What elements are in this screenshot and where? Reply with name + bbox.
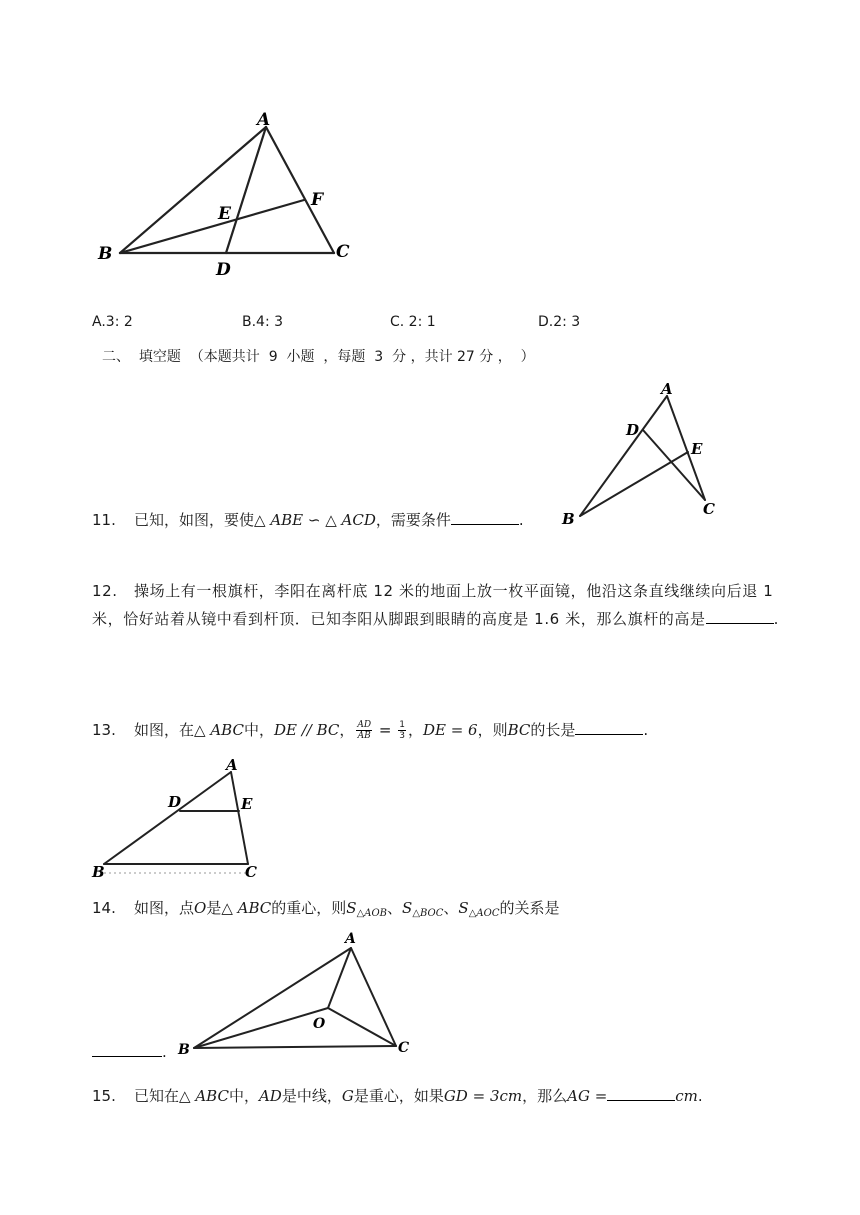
q15-ad: AD — [258, 1087, 282, 1105]
question-14 — [92, 894, 559, 928]
q13-triangle: △ ABC — [194, 721, 244, 739]
q12-answer-blank[interactable] — [706, 609, 774, 624]
q14-label-b: B — [178, 1042, 190, 1058]
q11-text-2: ，需要条件 — [375, 511, 451, 529]
q12-number: 12. — [92, 582, 118, 600]
q15-text-5: ，那么 — [522, 1087, 568, 1105]
q14-text-1: 如图，点 — [134, 899, 195, 917]
q13-text-4: 的长是 — [530, 721, 576, 739]
q15-triangle: △ ABC — [179, 1087, 229, 1105]
q13-comma: ， — [339, 721, 355, 739]
q15-text-4: 是重心，如果 — [353, 1087, 444, 1105]
option-c: C. 2: 1 — [390, 314, 436, 330]
q13-frac2-denominator: 3 — [399, 731, 405, 741]
q11-text: 已知，如图，要使 — [134, 511, 255, 529]
q11-period: . — [518, 511, 524, 529]
figure-q13-triangle — [88, 756, 268, 882]
q11-triangle-abe: △ ABE — [254, 511, 304, 529]
vertex-b-label: B — [98, 244, 113, 264]
question-13 — [92, 716, 648, 744]
q13-bc: BC — [507, 721, 531, 739]
q14-text-3: 的重心，则 — [271, 899, 347, 917]
q14-area-s1-sub: △AOB — [356, 908, 388, 919]
figure-q11-triangle — [558, 378, 728, 528]
option-d: D.2: 3 — [538, 314, 581, 330]
q14-area-s3: S — [458, 899, 469, 917]
q14-sep-1: 、 — [387, 899, 403, 917]
q13-text-1: 如图，在 — [134, 721, 195, 739]
q14-area-s2-sub: △BOC — [412, 908, 444, 919]
q11-label-e: E — [691, 440, 703, 458]
q13-fraction-one-third — [398, 720, 406, 741]
vertex-d-label: D — [216, 260, 231, 280]
q13-label-c: C — [245, 863, 257, 881]
q11-label-a: A — [661, 380, 673, 398]
section-heading: 二、 填空题 （本题共计 9 小题 ，每题 3 分 ，共计 27 分 ， ） — [102, 349, 535, 365]
q13-parallel-condition: DE // BC — [273, 721, 340, 739]
q15-text-1: 已知在 — [134, 1087, 180, 1105]
question-12 — [92, 577, 782, 633]
q13-label-a: A — [226, 756, 238, 774]
q14-sep-2: 、 — [443, 899, 459, 917]
q13-text-2: 中， — [243, 721, 274, 739]
q11-label-d: D — [626, 421, 640, 439]
question-11 — [92, 506, 524, 534]
q13-label-b: B — [92, 863, 105, 881]
q14-number: 14. — [92, 899, 116, 917]
q14-text-4: 的关系是 — [499, 899, 560, 917]
vertex-e-label: E — [218, 204, 231, 224]
option-a: A.3: 2 — [92, 314, 133, 330]
vertex-f-label: F — [311, 190, 324, 210]
q11-number: 11. — [92, 511, 116, 529]
q14-answer-line — [92, 1038, 167, 1066]
q11-triangle-acd: △ ACD — [325, 511, 376, 529]
q13-frac2-numerator: 1 — [399, 720, 405, 730]
q14-label-c: C — [398, 1040, 410, 1056]
q12-text: 操场上有一根旗杆，李阳在离杆底 12 米的地面上放一枚平面镜，他沿这条直线继续向后退 1 米，恰好站着从镜中看到杆顶．已知李阳从脚跟到眼睛的高度是 1.6 米，那么旗杆的高是 — [92, 582, 774, 628]
q11-label-c: C — [703, 500, 715, 518]
q14-period: . — [162, 1043, 167, 1061]
q13-text-3: ，则 — [477, 721, 508, 739]
q14-area-s1: S — [346, 899, 357, 917]
q13-equals: = — [374, 721, 397, 739]
q14-label-a: A — [345, 931, 356, 947]
q11-label-b: B — [562, 510, 575, 528]
q13-comma-2: ， — [407, 721, 423, 739]
q15-g: G — [341, 1087, 354, 1105]
q15-text-3: 是中线， — [281, 1087, 342, 1105]
q13-label-e: E — [241, 795, 253, 813]
q15-period: . — [697, 1087, 703, 1105]
q13-frac-numerator: AD — [357, 720, 372, 730]
q13-answer-blank[interactable] — [575, 720, 643, 735]
q11-similar-sign: ∽ — [303, 511, 326, 529]
q15-text-2: 中， — [228, 1087, 259, 1105]
q11-answer-blank[interactable] — [451, 510, 519, 525]
q14-label-o: O — [313, 1016, 326, 1032]
question-15 — [92, 1082, 703, 1110]
vertex-c-label: C — [336, 242, 350, 262]
q15-number: 15. — [92, 1087, 116, 1105]
q13-frac-denominator: AB — [357, 731, 371, 741]
q13-label-d: D — [168, 793, 182, 811]
figure-triangle-abc-cevians — [90, 105, 380, 285]
q14-point-o: O — [194, 899, 207, 917]
q15-answer-blank[interactable] — [607, 1086, 675, 1101]
q15-ag: AG = — [567, 1087, 608, 1105]
q12-period: . — [773, 610, 779, 628]
option-b: B.4: 3 — [242, 314, 284, 330]
q13-period: . — [643, 721, 649, 739]
vertex-a-label: A — [257, 110, 271, 130]
q13-de-value: DE = 6 — [422, 721, 478, 739]
q15-gd-value: GD = 3cm — [443, 1087, 523, 1105]
q14-area-s3-sub: △AOC — [468, 908, 500, 919]
figure-q14-triangle — [170, 928, 420, 1060]
q15-unit: cm — [675, 1087, 698, 1105]
q13-number: 13. — [92, 721, 116, 739]
q14-area-s2: S — [402, 899, 413, 917]
q13-fraction-ad-ab — [356, 720, 372, 741]
q14-text-2: 是 — [206, 899, 222, 917]
q14-triangle: △ ABC — [221, 899, 272, 917]
q14-answer-blank[interactable] — [92, 1042, 162, 1057]
